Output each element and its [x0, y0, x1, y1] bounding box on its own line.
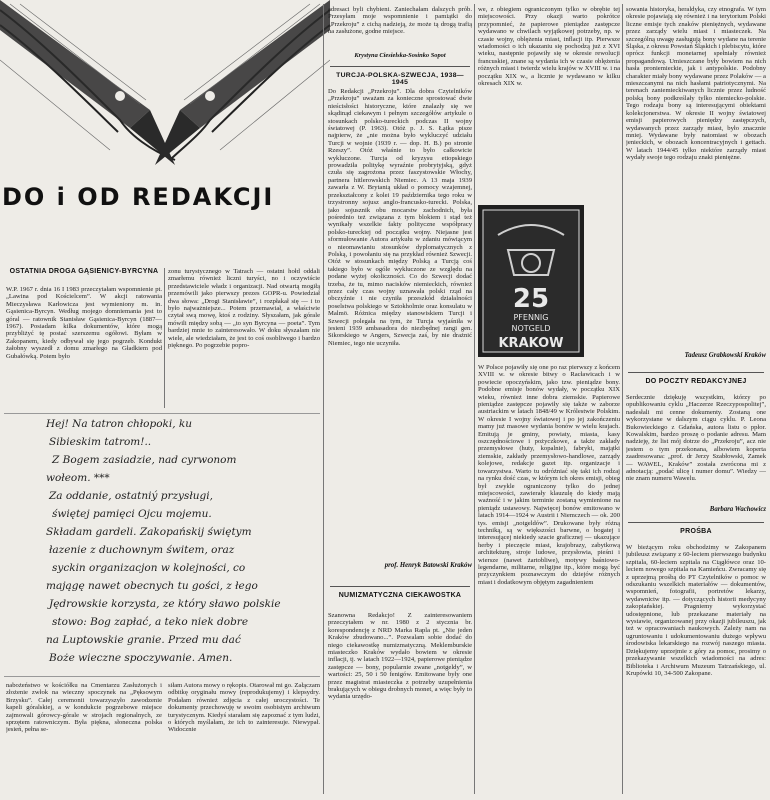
divider [628, 372, 764, 373]
article-body: Serdecznie dziękuję wszystkim, którzy po opublikowaniu cyklu „Haczerze Rzeczypospolitej”, nadesłali mi cenne dokumenty. Zostaną one wykorzystane w dalszym ciągu cyklu. P. Leona Bukowieckiego z Gdańska, autora listu o ppłor. Kowalskim, bardzo proszę o podanie adresu. Mam nadzieję, że list mój dotrze do „Przekroju”, acz nie jestem o tym przekonana, albowiem koperta zaadresowana: „prof. dr Jerzy Szabłowski, Zamek — WAWEL, Kraków” została zwrócona mi z adnotacją: „podać ulicę i numer domu”. Wiedzy — nie znam numeru Wawelu. [626, 394, 766, 483]
signature: Tadeusz Grabkowski Kraków [684, 352, 766, 359]
column-divider [323, 4, 324, 794]
article-body: W Polsce pojawiły się one po raz pierwszy z końcem XVIII w. w okresie bitwy o Racławicach i w powiecie opoczyńskim, jako tzw. pieniądze bony. Podobne emisje bonów wydały, w początku XIX wieku, również inne dobra ziemskie. Papierowe pieniądze zastępcze pojawiły się także w zaborze austriackim w latach 1848/49 w Królestwie Polskim. W okresie I wojny światowej i po jej zakończeniu mamy już masowe wydania bonów w wielu krajach. Emitują je gminy, powiaty, miasta, kasy oszczędnościowe i pożyczkowe, a także zakłady przemysłowe (huty, kopalnie), fabryki, majątki ziemskie, zakłady przemysłowo-handlowe, zarządy kolejowe, redakcje gazet itp. organizacje i towarzystwa. Warto tu odróżniać się taki ich rodzaj na rynku dość czas, w którym ich okres emisji, obieg był zwykle ograniczony tylko do jednej miejscowości, zawierały klauzulę do kiedy mają ważność i w jakim terminie zostaną wymienione na pieniądz ustawowy. Najwięcej bonów emitowano w latach 1914—1924 w Austrii i Niemczech — ok. 200 tys. emisji „notgeldów”. Drukowane były różną techniką, są w większości barwne, o bogatej i interesującej niekiedy szacie graficznej — ukazujące herby i pieczęcie miast, krajobrazy, zabytkową architekturę, stroje ludowe, przysłowia, pieśni i wiersze (nawet żartobliwe), motywy baśniowo-legendarne, militarne, religijne itp., które mogą być przyczynkiem poznawczym do dziejów różnych miast i dodatkowym objętym zagadnieniem [478, 364, 620, 586]
column-divider [474, 4, 475, 794]
divider [330, 66, 470, 67]
handwritten-line: Z Bogem zasiadzie, nad cyrwonom [52, 454, 237, 466]
svg-text:KRAKOW: KRAKOW [498, 336, 564, 351]
article-body: we, z obiegiem ograniczonym tylko w obrębie tej miejscowości. Przy okazji warto pokrótce przypomnieć, że papierowe pieniądze zastępcze wydawano w chwilach wyjątkowej potrzeby, np. w czasie wojny, oblężenia miast, inflacji itp. Pierwsze wiadomości o ich ukazaniu się pochodzą już z XVI wieku, następnie pojawiły się w okresie rewolucji francuskiej, znane są wydania ich w czasie oblężenia różnych miast i twierdz wielu krajów w XVIII w. i na początku XIX w., a licznie je wydawano w kilku okresach XIX w. [478, 6, 620, 88]
notgeld-banknote-image [478, 205, 584, 357]
handwritten-line: Za oddanie, ostatniý przysługi, [49, 490, 213, 502]
handwritten-line: Jędrowskie korzysta, ze który sławo polskie [49, 598, 281, 610]
article-body: siłam Autora mowy o rękopis. Otarował mi go. Załączam odbitkę oryginału mowy (reprodukujemy) i klepsydry. Podałam również zdjęcia z całej uroczystości. Te dokumenty przechowuję w swoim osobistym archiwum turystycznym. Kiedyś starałam się zapoznać z tym ludzi, o których myślałam, że ich to zainteresuje. Niewypał. Widocznie [168, 682, 320, 734]
divider [330, 586, 470, 587]
handwritten-line: wołeom. *** [46, 472, 110, 484]
article-body: nabożeństwo w kościółku na Cmentarzu Zasłużonych i złożenie zwłok na wieczny spoczynek na „Pęksowym Brzysku”. Całej ceremonii towarzyszyło zawodzenie kapeli góralskiej, a w kondukcie pogrzebowe miejsce zajmowali górowcy-górale w strojach regionalnych, ze sprzętem ratowniczym. Była piękna, słoneczna polska jesień, pełna se- [6, 682, 162, 734]
article-heading: PROŚBA [680, 528, 712, 535]
article-body: Szanowna Redakcjo! Z zainteresowaniem przeczytałem w nr. 1980 z 2 stycznia br. korespondencję z NRD Marka Rapla pt. „Nie jeden Kraków zbudowano...”. Pozwalam sobie dodać do niego ciekawostkę numizmatyczną. Meklemburskie miasteczko Kraków wydało bowiem w okresie inflacji, tj. w latach 1922—1924, papierowe pieniądze zastępcze — bony, popularnie zwane „notgeldy”, w wartości: 25, 50 i 50 fenigów. Emitowane były one przez magistrat miasteczka z potrzeby uzupełnienia brakujących w obiegu drobnych monet, a więc były to wydania urzędo- [328, 612, 472, 701]
column-divider [164, 268, 165, 408]
signature: prof. Henryk Batowski Kraków [384, 562, 472, 569]
handwritten-line: stowo: Bog zapłać, a teko niek dobre [52, 616, 249, 628]
handwritten-line: Boże wieczne spoczywanie. Amen. [49, 652, 233, 664]
article-body: Do Redakcji „Przekroju”. Dla dobra Czytelników „Przekroju” uważam za konieczne sprostować dwie nieścisłości historyczne, które znalazły się we skądinąd ciekawym i pełnym szczegółów artykule o stosunkach polsko-tureckich podczas II wojny światowej (P. 1963). Otóż p. J. S. Łątka pisze najpierw, że „nie można było wykluczyć udziału Turcji w wojnie (1939 r. — dop. H. B.) po stronie Rzeszy”. Otóż właśnie to było całkowicie wykluczone. Turcja od kryzysu etiopskiego prowadziła politykę wyraźnie probrytyjską, gdyż czuła się zagrożona przez faszystowskie Włochy, partnera hitlerowskich Niemiec. A 13 maja 1939 zawarła z W. Brytanią układ o pomocy wzajemnej, przekształcony z kolei 19 października tego roku w trzystronny sojusz anglo-francusko-turecki. Polska, jako sojusznik obu mocarstw zachodnich, była pośrednio też związana z tym blokiem i stąd też wynikały wszelkie fakty polityczne współpracy polsko-tureckiej od początku wojny. Niejasne jest sformułowanie Autora artykułu w zdaniu mówiącym o nieomawianiu stosunków dyplomatycznych z Polską, i powołaniu się na przykład również Szwecji. Otóż w stosunkach między Polską a Turcją coś takiego było w ogóle wykluczone ze względu na podane wyżej okoliczności. Co do Szwecji dodać trzeba, że tu, mimo nacisków niemieckich, również przez cały czas wojny uznawała polski rząd na obczyźnie i nie czyniła przeszkód działalności poselstwa polskiego w Sztokholmie oraz konsulatu w Malmö. Różnica między stanowiskiem Turcji i Szwecji polegała na tym, że Turcja wyjaśniła w jesieni 1939 ambasadora do niezbędnej rangi gen. Sikorskiego w Angers, Szwecja zaś, by nie drażnić Niemiec, tego nie uczyniła. [328, 88, 472, 347]
divider [628, 522, 764, 523]
signature: Barbara Wachowicz [709, 506, 766, 513]
divider [4, 413, 320, 414]
article-body: zonu turystycznego w Tatrach — ostatni hołd oddali zmarłemu również liczni turyści, no i oczywiście przedstawiciele władz i organizacji. Nad otwartą mogiłą przemówili jako pierwszy prezes GOPR-u. Powiedział dwa słowa: „Drogi Stanisławie”, i rozpłakał się — i to było najważniejsze... Potem przemawiał, a właściwie czytał swą mowę, ktoś z rodziny. Słyszałam, jak górale mówili między sobą — „to syn Byrcyna — poeta”. Tym bardziej mnie to zainteresowało. W doku słyszałam nie wiele, ale wiedziałam, że jest to coś osobliwego i bardzo pięknego. Po pogrzebie popro- [168, 268, 320, 350]
svg-text:25: 25 [512, 284, 550, 314]
handwritten-line: Hej! Na tatron chłopoki, ku [46, 418, 193, 430]
article-body: W.P. 1967 r. dnia 16 I 1983 przeczytałam wspomnienie pt. „Lawina pod Kościelcem”. W akcji ratowania Mieczysława Karłowicza jest wymieniony m. in. Gąsienica-Byrcyn. Według mojego domniemania jest to góral — ratownik Stanisław Gąsienica-Byrcyn (1887—1967). Posiadam kilka dokumentów, które mogą przybliżyć tę postać szerszemu ogółowi. Byłam w Zakopanem, kiedy odbywał się jego pogrzeb. Kondukt żałobny wyszedł z domu zmarłego na Gładkiem pod Gubałówką. Potem było [6, 286, 162, 360]
handwritten-line: świętej pamięci Ojcu mojemu. [52, 508, 212, 520]
handwritten-line: Sibieskim tatrom!.. [49, 436, 152, 448]
svg-text:NOTGELD: NOTGELD [511, 324, 551, 333]
article-body: sowania historyka, heraldyka, czy etnografa. W tym okresie pojawiają się również i na terytorium Polski liczne emisje tych znaków pieniężnych, wydawane przez zarządy wielu miast i miasteczek. Na szczególną uwagę zasługują bony wydane na terenie Śląska, z okresu Powstań Śląskich i plebiscytu, które oprócz funkcji monetarnej spełniały również propagandową. Umieszczane były bowiem na nich hasła proniemieckie, jak i antypolskie. Podobny charakter miały bony wydawane przez Polaków — a mieszczanymi na nich hasłami patriotycznymi. Na terenach zaniemieckiwanych licznie przez ludność polską bony podkreślały tylko niemiecko-polskie. Tego rodzaju bony są interesującymi obiektami kolekcjonerstwa. W okresie II wojny światowej emisji papierowych pieniędzy zastępczych, wydawanych przez zarządy miast, było znacznie mniej. Wydawane były natomiast w obozach jenieckich, w obozach koncentracyjnych i gettach. W latach 1944/45 tylko niektóre zarządy miast wydały swoje tego rodzaju znaki pieniężne. [626, 6, 766, 162]
pen-nibs-illustration [0, 0, 330, 190]
handwritten-line: syckin organizacjon w kolejności, co [52, 562, 246, 574]
article-heading: DO POCZTY REDAKCYJNEJ [645, 378, 747, 385]
handwritten-line: Składam gardeli. Zakopańskij świętym [46, 526, 252, 538]
handwritten-line: majągę nawet obecnych tu gości, z łego [46, 580, 258, 592]
section-title: DO i OD REDAKCJI [2, 183, 275, 211]
article-body: W bieżącym roku obchodzimy w Zakopanem jubileusz związany z 60-leciem pierwszego budynku szpitala, 60-leciem szpitala na Ciągłówce oraz 10-leciem nowego szpitala na Kamieńcu. Zwracamy się z uprzejmą prośbą do PT Czytelników o pomoc w odszukaniu wszelkich materiałów — dokumentów, wspomnień, fotografii, portretów lekarzy, wydawnictw itp. — dotyczących historii medycyny zakopiańskiej. Pragniemy wykorzystać udostępnione, lub przekazane materiały na wystawie, organizowanej przy okazji jubileuszu, jak też w opracowaniach naukowych. Zależy nam na ugruntowaniu i udokumentowaniu dużego wpływu środowiska lekarskiego na rozwój naszego miasta. Dziękujemy uprzejmie z góry za pomoc, prosimy o przekazywanie wszelkich wiadomości na adres: Biblioteka i Archiwum Muzeum Tatrzańskiego, ul. Krupówki 10, 34-500 Zakopane. [626, 544, 766, 677]
article-body: adresaci byli chybieni. Zaniechałam dalszych prób. Przesyłam moje wspomnienie i pamiątki do „Przekroju” z cichą nadzieją, że może tą drogą trafią na zasłużone, godne miejsce. [328, 6, 472, 36]
handwritten-line: łazenie z duchownym świtem, oraz [49, 544, 235, 556]
article-heading: OSTATNIA DROGA GĄSIENICY-BYRCYNA [9, 268, 159, 275]
handwritten-line: na Luptowskie granie. Przed mu dać [46, 634, 241, 646]
article-heading: NUMIZMATYCZNA CIEKAWOSTKA [338, 592, 462, 599]
signature: Krystyna Ciesielska-Sosinko Sopot [354, 52, 446, 59]
divider [4, 676, 320, 677]
handwritten-manuscript [46, 418, 302, 674]
column-divider [622, 4, 623, 794]
article-heading: TURCJA-POLSKA-SZWECJA, 1938—1945 [336, 72, 464, 86]
svg-text:PFENNIG: PFENNIG [513, 313, 549, 322]
